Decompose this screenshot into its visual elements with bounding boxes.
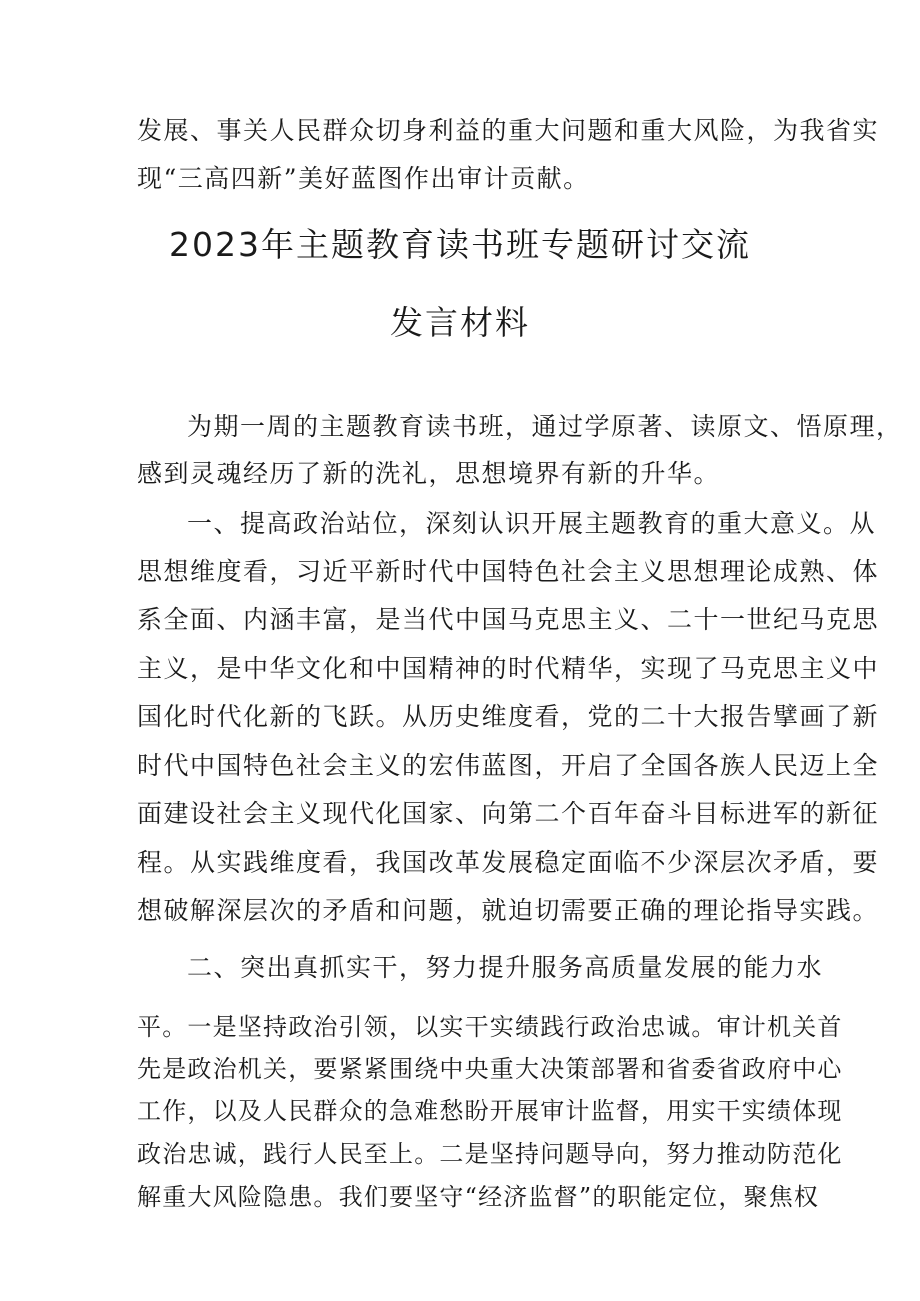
paragraph-2-line-9: 想破解深层次的矛盾和问题，就迫切需要正确的理论指导实践。: [137, 896, 880, 925]
paragraph-2-line-4: 主义，是中华文化和中国精神的时代精华，实现了马克思主义中: [137, 654, 880, 683]
document-title-line-2: 发言材料: [390, 303, 530, 342]
paragraph-3-line-2: 先是政治机关，要紧紧围绕中央重大决策部署和省委省政府中心: [137, 1055, 843, 1083]
paragraph-3-line-1: 平。一是坚持政治引领，以实干实绩践行政治忠诚。审计机关首: [137, 1013, 843, 1041]
paragraph-3-line-5: 解重大风险隐患。我们要坚守“经济监督”的职能定位，聚焦权: [137, 1183, 820, 1211]
paragraph-3-heading-line: 二、突出真抓实干，努力提升服务高质量发展的能力水: [187, 953, 824, 982]
paragraph-2-line-2: 思想维度看，习近平新时代中国特色社会主义思想理论成熟、体: [137, 557, 880, 586]
paragraph-2-line-7: 面建设社会主义现代化国家、向第二个百年奋斗目标进军的新征: [137, 799, 880, 828]
paragraph-3-line-4: 政治忠诚，践行人民至上。二是坚持问题导向，努力推动防范化: [137, 1140, 843, 1168]
paragraph-2-line-6: 时代中国特色社会主义的宏伟蓝图，开启了全国各族人民迈上全: [137, 751, 880, 780]
paragraph-1-line-1: 为期一周的主题教育读书班，通过学原著、读原文、悟原理，: [187, 412, 903, 441]
paragraph-3-line-3: 工作，以及人民群众的急难愁盼开展审计监督，用实干实绩体现: [137, 1097, 843, 1125]
paragraph-2-line-1: 一、提高政治站位，深刻认识开展主题教育的重大意义。从: [187, 509, 877, 538]
paragraph-1-line-2: 感到灵魂经历了新的洗礼，思想境界有新的升华。: [137, 459, 721, 488]
paragraph-2-line-3: 系全面、内涵丰富，是当代中国马克思主义、二十一世纪马克思: [137, 605, 880, 634]
document-title-line-1: 2023年主题教育读书班专题研讨交流: [169, 225, 751, 264]
paragraph-2-line-5: 国化时代化新的飞跃。从历史维度看，党的二十大报告擘画了新: [137, 702, 880, 731]
paragraph-2-line-8: 程。从实践维度看，我国改革发展稳定面临不少深层次矛盾，要: [137, 848, 880, 877]
intro-line-1: 发展、事关人民群众切身利益的重大问题和重大风险，为我省实: [137, 116, 880, 145]
intro-line-2: 现“三高四新”美好蓝图作出审计贡献。: [137, 164, 590, 193]
